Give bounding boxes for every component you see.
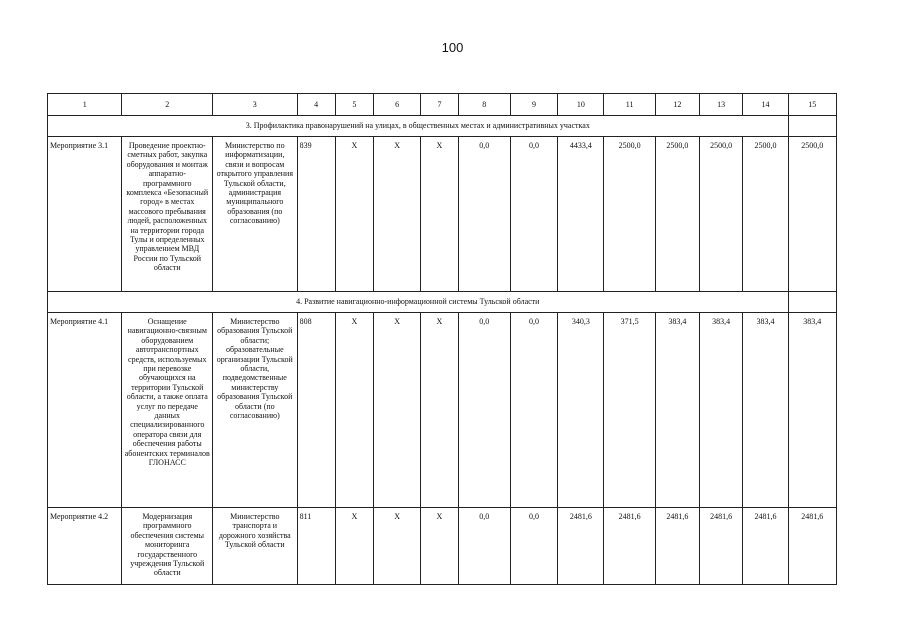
measure-id: Мероприятие 4.1 (48, 313, 122, 508)
cell-col15: 2481,6 (788, 508, 836, 585)
page-number: 100 (441, 40, 464, 55)
measure-executor: Министерство транспорта и дорожного хозяйства Тульской области (213, 508, 298, 585)
column-header: 2 (122, 94, 213, 116)
column-header: 4 (297, 94, 335, 116)
cell-col12: 2500,0 (655, 137, 699, 292)
budget-code: 808 (297, 313, 335, 508)
cell-col9: 0,0 (510, 137, 557, 292)
cell-col12: 2481,6 (655, 508, 699, 585)
cell-col5: Х (335, 313, 373, 508)
empty-cell (788, 292, 836, 313)
column-header: 12 (655, 94, 699, 116)
column-header: 1 (48, 94, 122, 116)
cell-col8: 0,0 (458, 508, 510, 585)
column-header: 8 (458, 94, 510, 116)
empty-cell (788, 116, 836, 137)
table-row (48, 313, 837, 508)
table-row (48, 508, 837, 585)
column-header: 13 (700, 94, 743, 116)
cell-col14: 2481,6 (743, 508, 788, 585)
column-header: 11 (604, 94, 655, 116)
column-header: 5 (335, 94, 373, 116)
cell-col10: 4433,4 (558, 137, 604, 292)
cell-col6: Х (374, 508, 421, 585)
section-title: 3. Профилактика правонарушений на улицах, в общественных местах и административных участках (48, 116, 789, 137)
cell-col11: 2500,0 (604, 137, 655, 292)
measure-executor: Министерство образования Тульской области; образовательные организации Тульской области, подведомственные министерству образования Тульской области (по согласованию) (213, 313, 298, 508)
cell-col10: 2481,6 (558, 508, 604, 585)
measure-executor: Министерство по информатизации, связи и вопросам открытого управления Тульской области, администрация муниципального образования (по согласованию) (213, 137, 298, 292)
program-table (47, 93, 837, 585)
cell-col10: 340,3 (558, 313, 604, 508)
cell-col5: Х (335, 137, 373, 292)
column-header: 3 (213, 94, 298, 116)
cell-col5: Х (335, 508, 373, 585)
cell-col13: 2500,0 (700, 137, 743, 292)
cell-col15: 2500,0 (788, 137, 836, 292)
cell-col7: Х (421, 137, 458, 292)
cell-col7: Х (421, 313, 458, 508)
budget-code: 839 (297, 137, 335, 292)
column-header: 7 (421, 94, 458, 116)
budget-code: 811 (297, 508, 335, 585)
measure-name: Оснащение навигационно-связным оборудованием автотранспортных средств, используемых при перевозке обучающихся на территории Тульской области, а также оплата услуг по передаче данных специализированного оператора связи для обеспечения работы абонентских терминалов ГЛОНАСС (122, 313, 213, 508)
measure-name: Модернизация программного обеспечения системы мониторинга государственного учреждения Тульской области (122, 508, 213, 585)
cell-col9: 0,0 (510, 508, 557, 585)
measure-name: Проведение проектно-сметных работ, закупка оборудования и монтаж аппаратно-программного комплекса «Безопасный город» в местах массового пребывания людей, расположенных на территории города Тулы и определенных управлением МВД России по Тульской области (122, 137, 213, 292)
section-header-row (48, 292, 837, 313)
measure-id: Мероприятие 3.1 (48, 137, 122, 292)
column-header: 15 (788, 94, 836, 116)
cell-col12: 383,4 (655, 313, 699, 508)
cell-col14: 383,4 (743, 313, 788, 508)
column-header: 10 (558, 94, 604, 116)
cell-col13: 2481,6 (700, 508, 743, 585)
measure-id: Мероприятие 4.2 (48, 508, 122, 585)
cell-col6: Х (374, 137, 421, 292)
cell-col9: 0,0 (510, 313, 557, 508)
column-header: 9 (510, 94, 557, 116)
cell-col15: 383,4 (788, 313, 836, 508)
section-title: 4. Развитие навигационно-информационной системы Тульской области (48, 292, 789, 313)
cell-col11: 371,5 (604, 313, 655, 508)
cell-col8: 0,0 (458, 313, 510, 508)
cell-col7: Х (421, 508, 458, 585)
cell-col6: Х (374, 313, 421, 508)
cell-col8: 0,0 (458, 137, 510, 292)
cell-col11: 2481,6 (604, 508, 655, 585)
column-header: 14 (743, 94, 788, 116)
table-row (48, 137, 837, 292)
cell-col14: 2500,0 (743, 137, 788, 292)
cell-col13: 383,4 (700, 313, 743, 508)
column-header: 6 (374, 94, 421, 116)
section-header-row (48, 116, 837, 137)
column-number-row (48, 94, 837, 116)
